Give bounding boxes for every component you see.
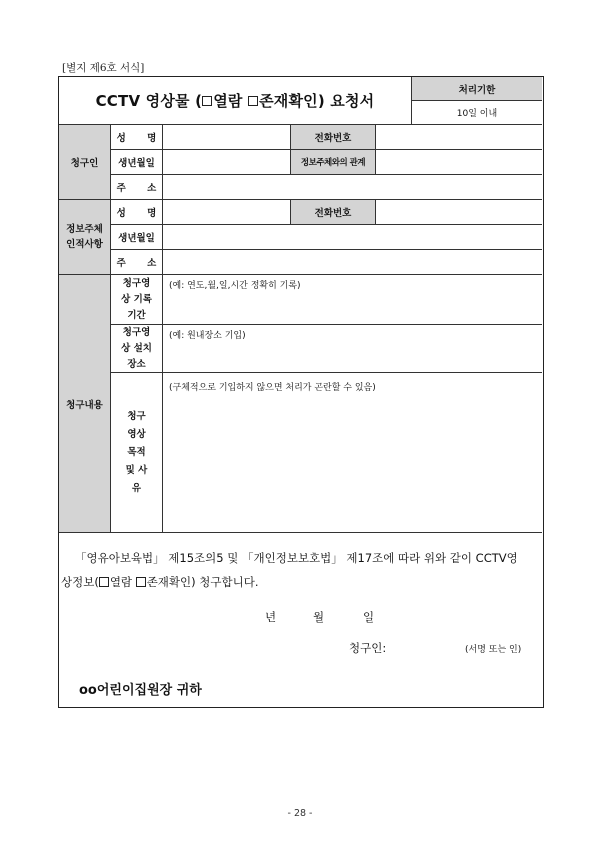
- subject-name-label: 성 명: [111, 200, 163, 225]
- location-field[interactable]: (예: 원내장소 기입): [163, 325, 542, 373]
- period-label: 청구영상 기록기간: [111, 275, 163, 325]
- requester-address-field[interactable]: [163, 175, 542, 200]
- annex-label: [별지 제6호 서식]: [62, 62, 145, 74]
- subject-section-label: 정보주체 인적사항: [59, 200, 111, 275]
- statement-line-1: 「영유아보육법」 제15조의5 및 「개인정보보호법」 제17조에 따라 위와 같이 CCTV영: [75, 551, 518, 565]
- form-title: [59, 77, 412, 125]
- statement-existence-checkbox[interactable]: [136, 577, 146, 587]
- date-month: 월: [313, 610, 325, 624]
- processing-value: 10일 이내: [412, 101, 542, 125]
- statement-view-checkbox[interactable]: [99, 577, 109, 587]
- requester-name-label: 성 명: [111, 125, 163, 150]
- title-option-view: 열람: [213, 92, 243, 110]
- subject-address-field[interactable]: [163, 250, 542, 275]
- claimant-label: 청구인:: [349, 641, 387, 655]
- requester-phone-field[interactable]: [376, 125, 542, 150]
- requester-phone-label: 전화번호: [291, 125, 376, 150]
- subject-address-label: 주 소: [111, 250, 163, 275]
- title-prefix: CCTV 영상물 (: [95, 92, 203, 110]
- date-day: 일: [363, 610, 375, 624]
- existence-checkbox[interactable]: [248, 96, 258, 106]
- recipient: oo어린이집원장 귀하: [79, 683, 202, 698]
- date-year: 년: [265, 610, 277, 624]
- period-field[interactable]: (예: 연도,월,일,시간 정확히 기록): [163, 275, 542, 325]
- statement-line-2: [61, 570, 539, 594]
- title-option-existence: 존재확인: [259, 92, 318, 110]
- subject-name-field[interactable]: [163, 200, 291, 225]
- purpose-field[interactable]: (구체적으로 기입하지 않으면 처리가 곤란할 수 있음): [163, 373, 542, 533]
- processing-label: 처리기한: [412, 77, 542, 101]
- subject-birth-field[interactable]: [163, 225, 542, 250]
- signature-hint: (서명 또는 인): [465, 645, 522, 655]
- request-section-label: 청구내용: [59, 275, 111, 533]
- statement-prefix: 상정보(: [61, 575, 99, 589]
- requester-name-field[interactable]: [163, 125, 291, 150]
- statement-option-existence: 존재확인: [146, 575, 192, 589]
- requester-address-label: 주 소: [111, 175, 163, 200]
- requester-relation-label: 정보주체와의 관계: [291, 150, 376, 175]
- statement-suffix: ) 청구합니다.: [191, 575, 259, 589]
- requester-section-label: 청구인: [59, 125, 111, 200]
- requester-relation-field[interactable]: [376, 150, 542, 175]
- statement-option-view: 열람: [109, 575, 133, 589]
- statement-text: [61, 546, 539, 594]
- requester-birth-label: 생년월일: [111, 150, 163, 175]
- purpose-label: 청구영상 목적 및 사유: [111, 373, 163, 533]
- requester-birth-field[interactable]: [163, 150, 291, 175]
- location-label: 청구영상 설치장소: [111, 325, 163, 373]
- subject-birth-label: 생년월일: [111, 225, 163, 250]
- subject-phone-field[interactable]: [376, 200, 542, 225]
- page-number: - 28 -: [287, 808, 313, 819]
- title-suffix: ) 요청서: [317, 92, 375, 110]
- cctv-request-form: [58, 76, 544, 708]
- view-checkbox[interactable]: [202, 96, 212, 106]
- subject-phone-label: 전화번호: [291, 200, 376, 225]
- statement-area: [59, 533, 542, 706]
